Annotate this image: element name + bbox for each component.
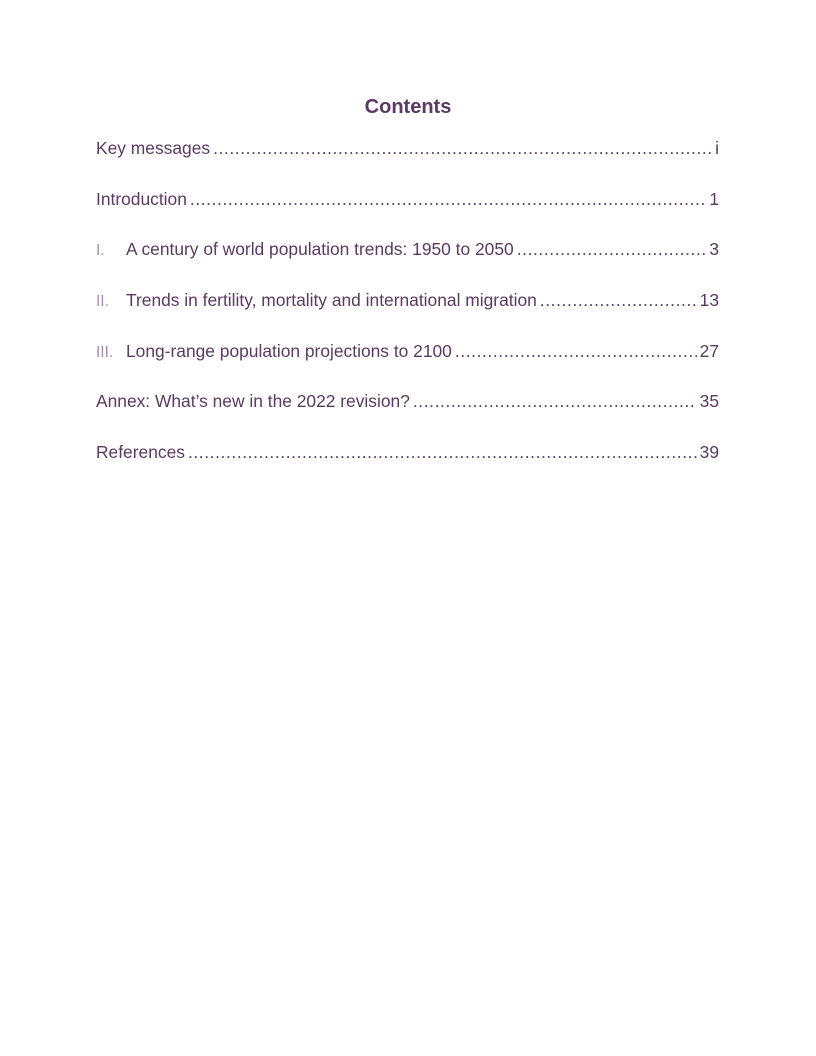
toc-entry-chapter-3[interactable] (96, 339, 719, 363)
toc-entry-chapter-1[interactable] (96, 237, 719, 261)
dot-leader (517, 237, 707, 261)
table-of-contents (96, 136, 719, 491)
toc-entry-key-messages[interactable] (96, 136, 719, 160)
toc-entry-label: Long-range population projections to 2100 (126, 340, 452, 361)
dot-leader (213, 136, 712, 160)
toc-page-number: i (715, 138, 719, 158)
toc-entry-references[interactable] (96, 440, 719, 464)
toc-page-number: 27 (699, 340, 719, 361)
chapter-number: III. (96, 343, 114, 361)
dot-leader (540, 288, 697, 312)
toc-page-number: 1 (709, 188, 719, 209)
toc-entry-introduction[interactable] (96, 187, 719, 211)
toc-page-number: 39 (699, 442, 719, 463)
toc-entry-label: References (96, 442, 185, 463)
dot-leader (188, 440, 697, 464)
toc-entry-label: Annex: What’s new in the 2022 revision? (96, 391, 410, 412)
dot-leader (455, 339, 697, 363)
toc-entry-label: Key messages (96, 138, 211, 158)
dot-leader (413, 389, 697, 413)
contents-title: Contents (364, 96, 452, 118)
chapter-number: II. (96, 293, 109, 311)
chapter-number: I. (96, 242, 105, 260)
toc-entry-label: Trends in fertility, mortality and international migration (126, 290, 537, 311)
toc-entry-annex[interactable] (96, 389, 719, 413)
toc-page-number: 35 (699, 391, 719, 412)
toc-entry-label: Introduction (96, 188, 187, 209)
toc-entry-chapter-2[interactable] (96, 288, 719, 312)
toc-page-number: 3 (709, 239, 719, 260)
dot-leader (190, 187, 706, 211)
toc-entry-label: A century of world population trends: 1950 to 2050 (126, 239, 514, 260)
toc-page-number: 13 (699, 290, 719, 311)
